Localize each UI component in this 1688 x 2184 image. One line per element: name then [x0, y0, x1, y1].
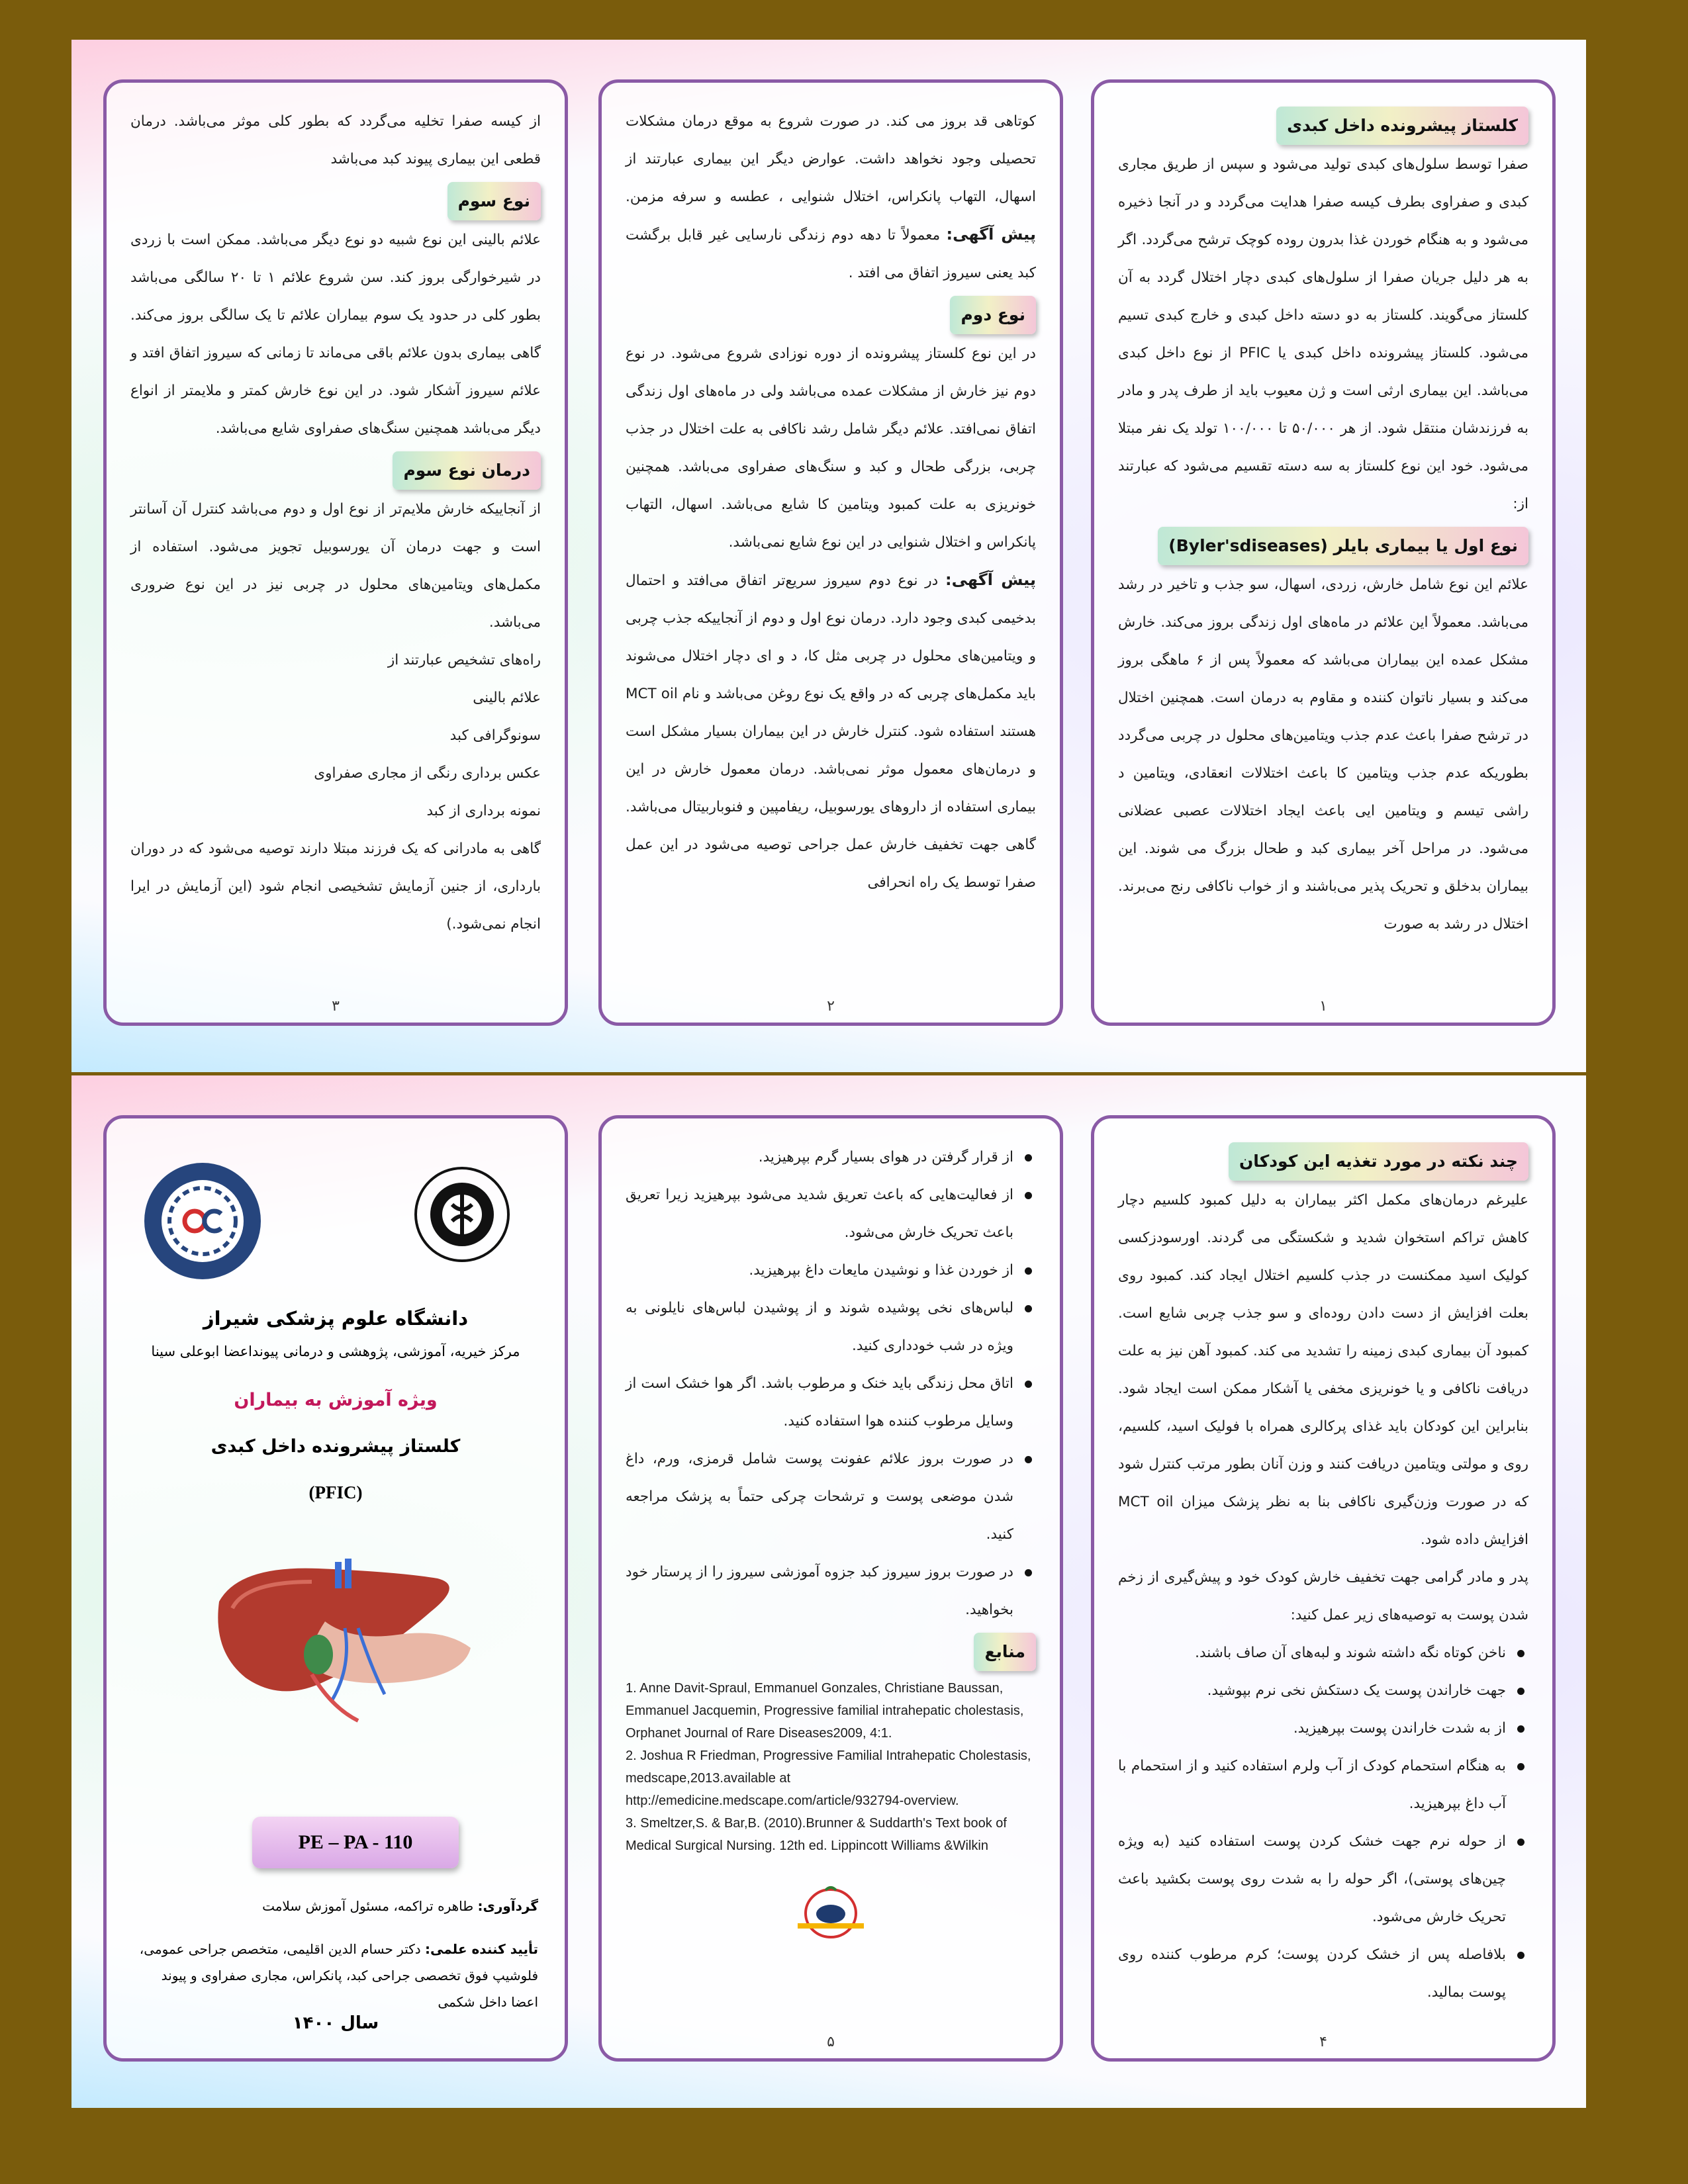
section-heading: چند نکته در مورد تغذیه این کودکان: [1229, 1142, 1528, 1181]
page-1-panel: [1091, 79, 1556, 1026]
page-number: ۲: [827, 998, 835, 1015]
itch-tips-list: [626, 1138, 1036, 1629]
reference-item: 3. Smeltzer,S. & Bar,B. (2010).Brunner & Suddarth's Text book of Medical Surgical Nursing. 12th ed. Lippincott Williams &Wilkin: [626, 1816, 1007, 1853]
list-item: از قرار گرفتن در هوای بسیار گرم بپرهیزید.: [626, 1138, 1036, 1176]
cover-panel: [103, 1115, 568, 2062]
type1-paragraph: علائم این نوع شامل خارش، زردی، اسهال، سو جذب و تاخیر در رشد می‌باشد. معمولاً این علائم در ماه‌های اول زندگی بروز می‌کند. خارش مشکل عمده این بیماران می‌باشد که معمولاً پس از ۶ ماهگی بروز می‌کند و بسیار ناتوان کننده و مقاوم به درمان است. همچنین اختلال در ترشح صفرا باعث عدم جذب ویتامین‌های محلول در چربی می‌گردد بطوریکه عدم جذب ویتامین کا باعث اختلالات انعقادی، ویتامین د راشی تیسم و ویتامین ایی باعث ایجاد اختلالات عصبی عضلانی می‌شود. در مراحل آخر بیماری کبد و طحال بزرگ می شوند. این بیماران بدخلق و تحریک پذیر می‌باشند و از خواب ناکافی رنج می‌برند. اختلال در رشد به صورت: [1118, 576, 1529, 933]
continued-paragraph: کوتاهی قد بروز می کند. در صورت شروع به موقع درمان مشکلات تحصیلی وجود نخواهد داشت. عوارض دیگر این بیماری عبارتند از اسهال، التهاب پانکراس، اختلال شنوایی ، عطسه و سرفه مزمن.: [626, 113, 1036, 205]
list-item: از به شدت خاراندن پوست بپرهیزید.: [1118, 1709, 1528, 1747]
prenatal-paragraph: گاهی به مادرانی که یک فرزند مبتلا دارند توصیه می‌شود که در دوران بارداری، از جنین آزمایش تشخیصی انجام شود (این آزمایش در ایرا انجام نمی‌شود.): [130, 841, 541, 933]
center-name: مرکز خیریه، آموزشی، پژوهشی و درمانی پیونداعضا ابوعلی سینا: [151, 1343, 520, 1359]
intro-paragraph: صفرا توسط سلول‌های کبدی تولید می‌شود و سپس از طریق مجاری کبدی و صفراوی بطرف کیسه صفرا هدایت می‌گردد و در آنجا ذخیره می‌شود و به هنگام خوردن غذا بدرون روده کوچک ترشح می‌گردد. اگر به هر دلیل جریان صفرا از سلول‌های کبدی دچار اختلال گردد به آن کلستاز می‌گویند. کلستاز به دو دسته داخل کبدی و خارج کبدی تسیم می‌شود. کلستاز پیشرونده داخل کبدی یا PFIC از نوع داخل کبدی می‌باشد. این بیماری ارثی است و ژن معیوب باید از طرف پدر و مادر به فرزندشان منتقل شود. از هر ۵۰/۰۰۰ تا ۱۰۰/۰۰۰ تولد یک نفر مبتلا می‌شود. خود این نوع کلستاز به سه دسته تقسیم می‌شود که عبارتند از:: [1118, 156, 1529, 512]
diagnosis-item: نمونه برداری از کبد: [426, 803, 541, 819]
list-item: به هنگام استحمام کودک از آب ولرم استفاده کنید و از استحمام با آب داغ بپرهیزید.: [1118, 1747, 1528, 1823]
page-number: ۱: [1319, 998, 1327, 1015]
list-item: در صورت بروز سیروز کبد جزوه آموزشی سیروز را از پرستار خود بخواهید.: [626, 1553, 1036, 1629]
approved-by-text: دکتر حسام الدین اقلیمی، متخصص جراحی عمومی، فلوشیپ فوق تخصصی جراحی کبد، پانکراس، مجاری صفراوی و پیوند اعضا داخل شکمی: [139, 1941, 538, 2010]
nutrition-paragraph: علیرغم درمان‌های مکمل اکثر بیماران به دلیل کمبود کلسیم دچار کاهش تراکم استخوان شدید و شکستگی می گردند. اورسودزکسی کولیک اسید ممکنست در جذب کلسیم اختلال ایجاد کند. کمبود روی بعلت افزایش از دست دادن روده‌ای و سو جذب چربی شایع است. کمبود آن بیماری کبدی زمینه را تشدید می کند. کمبود آهن نیز به علت دریافت ناکافی و یا خونریزی مخفی یا آشکار ممکن است ایجاد شود. بنابراین این کودکان باید غذای پرکالری همراه با فولیک اسید، کلسیم، روی و مولتی ویتامین دریافت کنند و وزن آنان بطور مرتب کنترل شود که در صورت وزن‌گیری ناکافی بنا به نظر پزشک میزان MCT oil افزایش داده شود.: [1118, 1192, 1528, 1548]
university-logo: [396, 1158, 528, 1271]
prognosis-text: در نوع دوم سیروز سریع‌تر اتفاق می‌افتد و احتمال بدخیمی کبدی وجود دارد. درمان نوع اول و دوم از آنجاییکه جذب چربی و ویتامین‌های محلول در چربی مثل کا، د و ای دچار اختلال می‌شوند باید مکمل‌های چربی که در واقع یک نوع روغن می‌باشد و نام MCT oil هستند استفاده شود. کنترل خارش در این بیماران بسیار مشکل است و درمان‌های معمول موثر نمی‌باشد. درمان معمول خارش در این بیماری استفاده از داروهای یورسوبیل، ریفامپین و فنوباربیتال می‌باشد. گاهی جهت تخفیف خارش عمل جراحی توصیه می‌شود در این عمل صفرا توسط یک راه انحرافی: [626, 572, 1036, 891]
page-3-panel: [103, 79, 568, 1026]
type3-paragraph: علائم بالینی این نوع شبیه دو نوع دیگر می‌باشد. ممکن است با زردی در شیرخوارگی بروز کند. سن شروع علائم ۱ تا ۲۰ سالگی می‌باشد بطور کلی در حدود یک سوم بیماران علائم تا یک سالگی بروز می‌کند. گاهی بیماری بدون علائم باقی می‌ماند تا زمانی که سیروز اتفاق افتد و علائم سیروز آشکار شود. در این نوع خارش کمتر و ملایمتر از انواع دیگر می‌باشد همچنین سنگ‌های صفراوی شایع می‌باشد.: [130, 232, 541, 437]
document-code-badge: PE – PA - 110: [252, 1817, 459, 1868]
diagnosis-item: عکس برداری رنگی از مجاری صفراوی: [314, 765, 541, 782]
list-item: از حوله نرم جهت خشک کردن پوست استفاده کنید (به ویژه چین‌های پوستی)، اگر حوله را به شدت روی پوست بکشید باعث تحریک خارش می‌شود.: [1118, 1823, 1528, 1936]
list-item: از خوردن غذا و نوشیدن مایعات داغ بپرهیزید.: [626, 1251, 1036, 1289]
brochure-title: کلستاز پیشرونده داخل کبدی: [211, 1436, 461, 1457]
audience-label: ویژه آموزش به بیماران: [234, 1390, 438, 1410]
liver-illustration: [206, 1549, 484, 1727]
brochure-abbreviation: (PFIC): [308, 1482, 363, 1502]
approved-by-label: تأیید کننده علمی:: [425, 1941, 538, 1957]
university-name: دانشگاه علوم پزشکی شیراز: [203, 1307, 469, 1330]
list-item: بلافاصله پس از خشک کردن پوست؛ کرم مرطوب کننده روی پوست بمالید.: [1118, 1936, 1528, 2011]
list-item: جهت خاراندن پوست یک دستکش نخی نرم بپوشید.: [1118, 1672, 1528, 1709]
prognosis-label: پیش آگهی:: [945, 570, 1036, 589]
compiled-by-label: گردآوری:: [477, 1898, 538, 1914]
brochure-sheet-inside: [71, 40, 1586, 1072]
list-item: اتاق محل زندگی باید خنک و مرطوب باشد. اگر هوا خشک است از وسایل مرطوب کننده هوا استفاده کنید.: [626, 1365, 1036, 1440]
page-4-panel: [1091, 1115, 1556, 2062]
references-list: [626, 1677, 1036, 1857]
section-heading: نوع اول یا بیماری بایلر (Byler'sdiseases): [1158, 527, 1528, 565]
reference-item: 2. Joshua R Friedman, Progressive Familial Intrahepatic Cholestasis, medscape,2013.available at http://emedicine.medscape.com/article/932794-overview.: [626, 1749, 1031, 1808]
page-number: ۳: [332, 998, 340, 1015]
reference-item: 1. Anne Davit-Spraul, Emmanuel Gonzales, Christiane Baussan, Emmanuel Jacquemin, Progressive familial intrahepatic cholestasis, Orphanet Journal of Rare Diseases2009, 4:1.: [626, 1681, 1024, 1741]
page-number: ۴: [1319, 2034, 1327, 2050]
page-5-panel: [598, 1115, 1063, 2062]
transplant-center-logo: [136, 1158, 269, 1284]
type3-treatment-paragraph: از آنجاییکه خارش ملایم‌تر از نوع اول و دوم می‌باشد کنترل آن آسانتر است و جهت درمان آن یورسوبیل تجویز می‌شود. استفاده از مکمل‌های ویتامین‌های محلول در چربی نیز در این نوع ضروری می‌باشد.: [130, 501, 541, 631]
center-logo: [784, 1884, 877, 1943]
prognosis-text: معمولاً تا دهه دوم زندگی نارسایی غیر قابل برگشت کبد یعنی سیروز اتفاق می افتد .: [626, 227, 1036, 281]
list-item: لباس‌های نخی پوشیده شوند و از پوشیدن لباس‌های نایلونی به ویژه در شب خودداری کنید.: [626, 1289, 1036, 1365]
brochure-sheet-outside: [71, 1075, 1586, 2108]
compiled-by-text: طاهره تراکمه، مسئول آموزش سلامت: [262, 1898, 478, 1914]
diagnosis-intro: راه‌های تشخیص عبارتند از: [387, 652, 541, 668]
list-item: از فعالیت‌هایی که باعث تعریق شدید می‌شود بپرهیزید زیرا تعریق باعث تحریک خارش می‌شود.: [626, 1176, 1036, 1251]
references-heading: منابع: [974, 1633, 1036, 1671]
list-item: در صورت بروز علائم عفونت پوست شامل قرمزی، ورم، داغ شدن موضعی پوست و ترشحات چرکی حتماً به پزشک مراجعه کنید.: [626, 1440, 1036, 1553]
page-2-panel: [598, 79, 1063, 1026]
section-heading: نوع سوم: [447, 182, 541, 220]
diagnosis-item: علائم بالینی: [473, 690, 541, 706]
publication-year: سال ۱۴۰۰: [292, 2013, 379, 2033]
itch-tips-list: [1118, 1634, 1528, 2011]
continued-paragraph: از کیسه صفرا تخلیه می‌گردد که بطور کلی موثر می‌باشد. درمان قطعی این بیماری پیوند کبد می‌باشد: [130, 113, 541, 167]
section-heading: کلستاز پیشرونده داخل کبدی: [1276, 107, 1528, 145]
page-number: ۵: [827, 2034, 835, 2050]
section-heading: نوع دوم: [950, 296, 1036, 334]
list-item: ناخن کوتاه نگه داشته شوند و لبه‌های آن صاف باشند.: [1118, 1634, 1528, 1672]
itch-intro-paragraph: پدر و مادر گرامی جهت تخفیف خارش کودک خود و پیش‌گیری از زخم شدن پوست به توصیه‌های زیر عمل کنید:: [1118, 1569, 1528, 1623]
diagnosis-item: سونوگرافی کبد: [449, 727, 541, 744]
section-heading: درمان نوع سوم: [393, 451, 541, 490]
type2-paragraph: در این نوع کلستاز پیشرونده از دوره نوزادی شروع می‌شود. در نوع دوم نیز خارش از مشکلات عمده می‌باشد ولی در ماه‌های اول زندگی اتفاق نمی‌افتد. علائم دیگر شامل رشد ناکافی به علت اختلال در جذب چربی، بزرگی طحال و کبد و سنگ‌های صفراوی می‌باشد. همچنین خونریزی به علت کمبود ویتامین کا شایع می‌باشد. اسهال، التهاب پانکراس و اختلال شنوایی در این نوع شایع نمی‌باشد.: [626, 345, 1036, 551]
prognosis-label: پیش آگهی:: [946, 225, 1036, 244]
